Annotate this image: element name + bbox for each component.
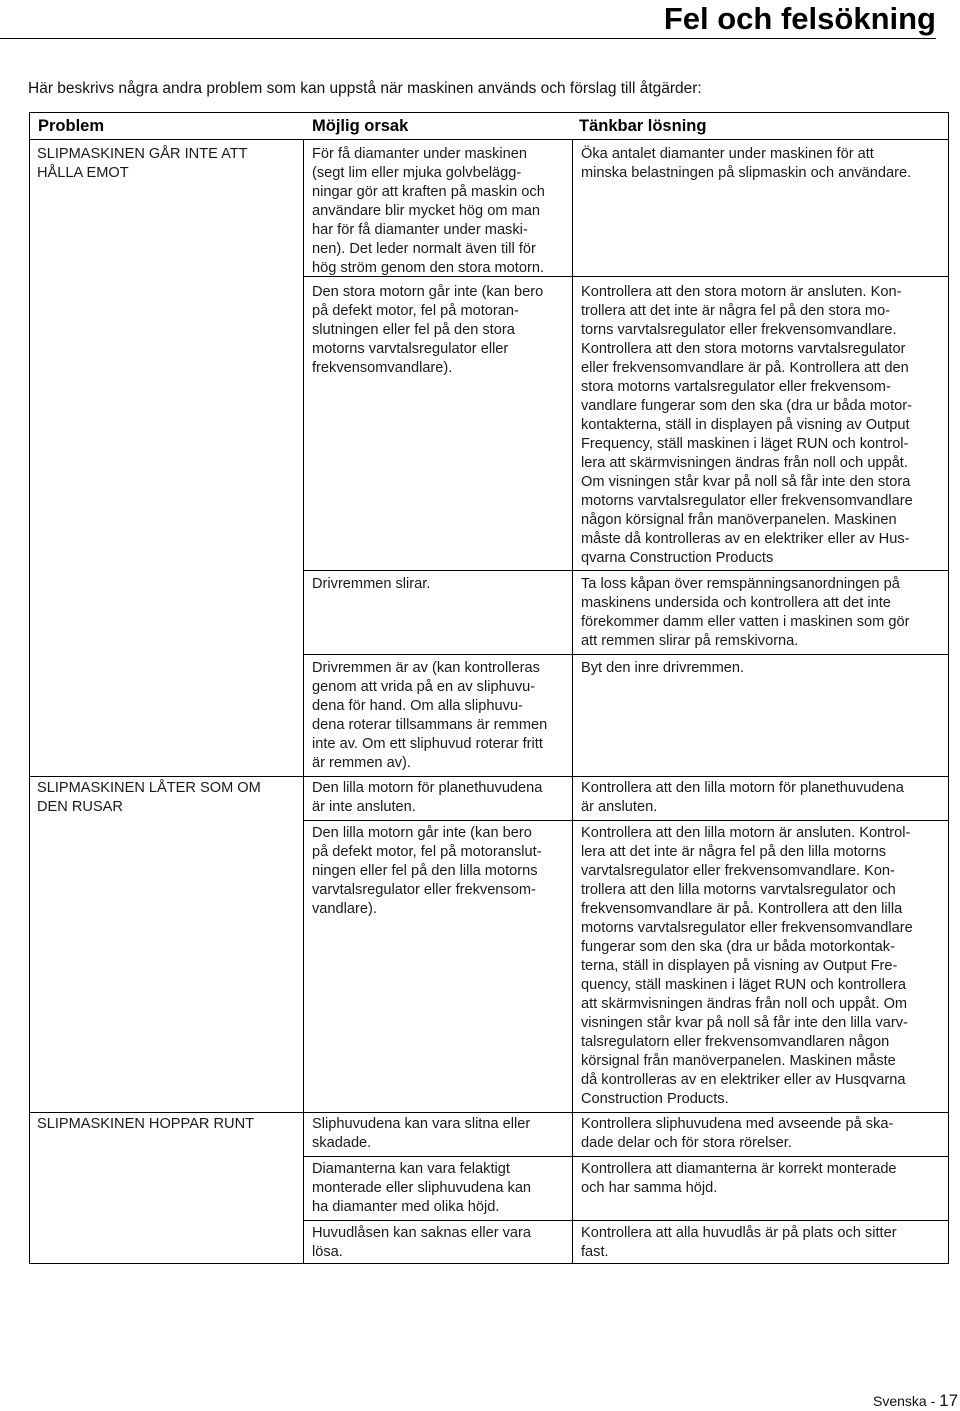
column-divider bbox=[572, 140, 573, 1263]
cause-cell: Drivremmen slirar. bbox=[312, 576, 431, 592]
solution-cell: Kontrollera att den stora motorn är ansluten. Kon- trollera att det inte är några fel på den stora mo- torns varvtalsregulator eller frekvensomvandlare. Kontrollera att den stora motorns varvtalsregulator eller frekvensomvandlare är på. Kontrollera att den stora motorns vartalsregulator eller frekvensom- vandlare fungerar som den ska (dra ur båda motor- kontakterna, ställ in displayen på visning av Output Frequency, ställ maskinen i läget RUN och kontrol- lera att skärmvisningen ändras från noll och uppåt. Om visningen står kvar på noll så får inte den stora motorns varvtalsregulator eller frekvensomvandlare någon körsignal från manöverpanelen. Maskinen måste då kontrolleras av en elektriker eller av Hus- qvarna Construction Products bbox=[581, 284, 913, 566]
row-divider bbox=[303, 820, 948, 821]
solution-cell: Ta loss kåpan över remspänningsanordningen på maskinens undersida och kontrollera att det inte förekommer damm eller vatten i maskinen som gör att remmen slirar på remskivorna. bbox=[581, 576, 910, 649]
troubleshooting-table bbox=[29, 112, 949, 1264]
cause-cell: Huvudlåsen kan saknas eller vara lösa. bbox=[312, 1225, 532, 1260]
problem-cell: SLIPMASKINEN HOPPAR RUNT bbox=[37, 1116, 255, 1132]
cause-cell: Den lilla motorn går inte (kan bero på defekt motor, fel på motoranslut- ningen eller fel på den lilla motorns varvtalsregulator eller frekvensom- vandlare). bbox=[312, 825, 542, 917]
footer-separator: - bbox=[930, 1393, 936, 1409]
cause-cell: Diamanterna kan vara felaktigt monterade eller sliphuvudena kan ha diamanter med olika höjd. bbox=[312, 1161, 532, 1215]
header-solution: Tänkbar lösning bbox=[579, 117, 707, 135]
header-cause: Möjlig orsak bbox=[312, 117, 409, 135]
column-divider bbox=[303, 140, 304, 1263]
footer-language: Svenska bbox=[873, 1393, 927, 1409]
cause-cell: Sliphuvudena kan vara slitna eller skadade. bbox=[312, 1116, 531, 1151]
solution-cell: Kontrollera att den lilla motorn för planethuvudena är ansluten. bbox=[581, 780, 904, 815]
problem-cell: SLIPMASKINEN LÅTER SOM OM DEN RUSAR bbox=[37, 780, 261, 815]
solution-cell: Kontrollera att diamanterna är korrekt monterade och har samma höjd. bbox=[581, 1161, 897, 1196]
solution-cell: Byt den inre drivremmen. bbox=[581, 660, 745, 676]
row-divider bbox=[303, 570, 948, 571]
solution-cell: Kontrollera att alla huvudlås är på plats och sitter fast. bbox=[581, 1225, 897, 1260]
cause-cell: Drivremmen är av (kan kontrolleras genom att vrida på en av sliphuvu- dena för hand. Om alla sliphuvu- dena roterar tillsammans är remmen inte av. Om ett sliphuvud roterar fritt är remmen av). bbox=[312, 660, 548, 771]
row-divider bbox=[303, 654, 948, 655]
row-divider bbox=[303, 1156, 948, 1157]
page-title: Fel och felsökning bbox=[0, 0, 936, 39]
group-divider bbox=[30, 1112, 948, 1113]
group-divider bbox=[30, 776, 948, 777]
header-problem: Problem bbox=[38, 117, 105, 135]
cause-cell: Den lilla motorn för planethuvudena är inte ansluten. bbox=[312, 780, 543, 815]
intro-text: Här beskrivs några andra problem som kan uppstå när maskinen används och förslag till åtgärder: bbox=[28, 80, 702, 97]
page-footer bbox=[873, 1391, 958, 1411]
problem-cell: SLIPMASKINEN GÅR INTE ATT HÅLLA EMOT bbox=[37, 146, 248, 181]
cause-cell: Den stora motorn går inte (kan bero på defekt motor, fel på motoran- slutningen eller fel på den stora motorns varvtalsregulator eller frekvensomvandlare). bbox=[312, 284, 544, 376]
page-number: 17 bbox=[939, 1391, 959, 1410]
solution-cell: Kontrollera att den lilla motorn är ansluten. Kontrol- lera att det inte är några fel på den lilla motorns varvtalsregulator eller frekvensomvandlare. Kon- trollera att den lilla motorns varvtalsregulator och frekvensomvandlare är på. Kontrollera att den lilla motorns varvtalsregulator eller frekvensomvandlare fungerar som den ska (dra ur båda motorkontak- terna, ställ in displayen på visning av Output Fre- quency, ställ maskinen i läget RUN och kontrollera att skärmvisningen ändras från noll och uppåt. Om visningen står kvar på noll så får inte den lilla varv- talsregulatorn eller frekvensomvandlaren någon körsignal från manöverpanelen. Maskinen måste då kontrolleras av en elektriker eller av Husqvarna Construction Products. bbox=[581, 825, 913, 1107]
cause-cell: För få diamanter under maskinen (segt lim eller mjuka golvbelägg- ningar gör att kraften på maskin och användare blir mycket hög om man har för få diamanter under maski- nen). Det leder normalt även till för hög ström genom den stora motorn. bbox=[312, 146, 545, 276]
table-header bbox=[30, 113, 948, 140]
solution-cell: Kontrollera sliphuvudena med avseende på ska- dade delar och för stora rörelser. bbox=[581, 1116, 894, 1151]
row-divider bbox=[303, 1220, 948, 1221]
solution-cell: Öka antalet diamanter under maskinen för att minska belastningen på slipmaskin och användare. bbox=[581, 146, 912, 181]
